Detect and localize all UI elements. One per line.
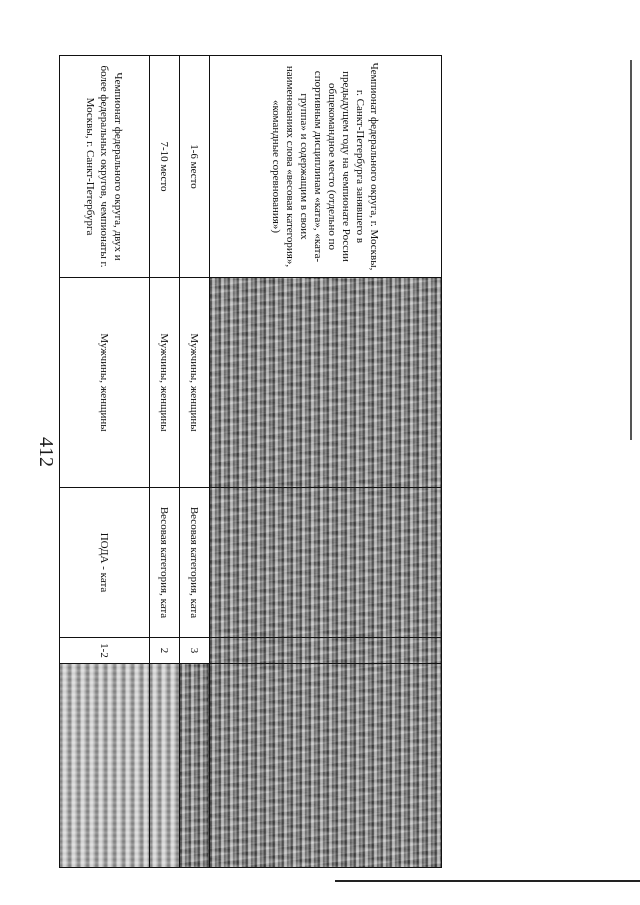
gender-cell: Мужчины, женщины bbox=[150, 278, 180, 488]
table-row bbox=[180, 56, 210, 868]
value-cell: 3 bbox=[180, 638, 210, 664]
place-cell: 1-6 место bbox=[180, 56, 210, 278]
scan-edge-line bbox=[630, 60, 632, 440]
value-cell: 2 bbox=[150, 638, 180, 664]
table-row bbox=[60, 56, 150, 868]
table-row bbox=[150, 56, 180, 868]
scanned-extra-cell bbox=[150, 664, 180, 868]
page-number: 412 bbox=[35, 437, 57, 467]
gender-cell: Мужчины, женщины bbox=[180, 278, 210, 488]
scanned-gender-cell bbox=[210, 278, 442, 488]
scan-edge-line bbox=[335, 880, 640, 882]
competition-cell: Чемпионат федерального округа, двух и более федеральных округов, чемпионаты г. Москвы, г. Санкт-Петербурга bbox=[60, 56, 150, 278]
discipline-cell: Весовая категория, ката bbox=[150, 488, 180, 638]
discipline-cell: ПОДА - ката bbox=[60, 488, 150, 638]
place-cell: 7-10 место bbox=[150, 56, 180, 278]
scanned-extra-cell bbox=[180, 664, 210, 868]
table-row bbox=[210, 56, 442, 868]
scanned-extra-cell bbox=[60, 664, 150, 868]
scanned-extra-cell bbox=[210, 664, 442, 868]
discipline-cell: Весовая категория, ката bbox=[180, 488, 210, 638]
value-cell: 1-2 bbox=[60, 638, 150, 664]
gender-cell: Мужчины, женщины bbox=[60, 278, 150, 488]
table-container bbox=[60, 55, 442, 867]
scanned-discipline-cell bbox=[210, 488, 442, 638]
scanned-value-cell bbox=[210, 638, 442, 664]
competition-cell: Чемпионат федерального округа, г. Москвы, г. Санкт-Петербурга занявшего в предыдущем году на чемпионате России общекомандное место (отдельно по спортивным дисциплинам «ката», «ката-группа» и содержащим в своих наименованиях слова «весовая категория», «командные соревнования») bbox=[210, 56, 442, 278]
sports-ranking-table bbox=[59, 55, 442, 868]
